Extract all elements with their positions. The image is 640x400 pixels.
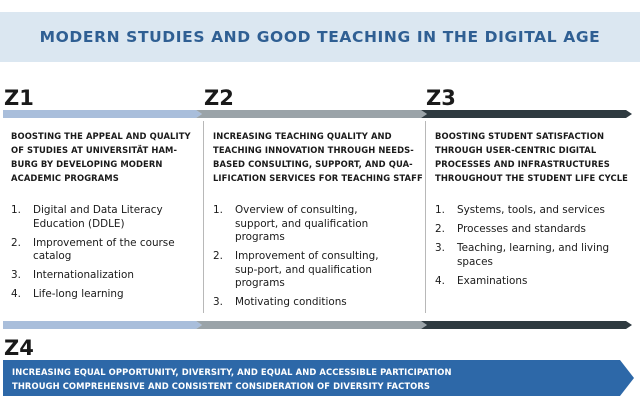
list-item: 3. Motivating conditions	[213, 296, 347, 308]
list-item: 4. Examinations	[435, 274, 528, 287]
arrow-segment-z1-top	[3, 110, 202, 118]
column-z3-heading: BOOSTING STUDENT SATISFACTION THROUGH USER-CENTRIC DIGITAL PROCESSES AND INFRASTRUCTURES THROUGHOUT THE STUDENT LIFE CYCLE	[435, 131, 628, 183]
page-title: MODERN STUDIES AND GOOD TEACHING IN THE DIGITAL AGE	[39, 28, 601, 46]
column-z1	[0, 121, 204, 313]
list-item: 1. Systems, tools, and services	[435, 204, 605, 216]
column-z1-list	[11, 204, 203, 302]
column-z3	[426, 121, 640, 313]
arrow-segment-z3-bottom	[421, 321, 632, 329]
zone-label-z1: Z1	[4, 86, 34, 110]
list-item: 3. Internationalization	[11, 269, 134, 281]
arrow-segment-z3-top	[421, 110, 632, 118]
column-z2-heading: INCREASING TEACHING QUALITY AND TEACHING INNOVATION THROUGH NEEDS- BASED CONSULTING, SUPPORT, AND QUA- LIFICATION SERVICES FOR TEACHING STAFF	[213, 131, 423, 183]
list-item: 2. Processes and standards	[435, 223, 586, 235]
z4-description: INCREASING EQUAL OPPORTUNITY, DIVERSITY, AND EQUAL AND ACCESSIBLE PARTICIPATION THROUGH COMPREHENSIVE AND CONSISTENT CONSIDERATION OF DIVERSITY FACTORS	[12, 367, 452, 391]
column-z2	[204, 121, 426, 313]
zone-label-z2: Z2	[204, 86, 234, 110]
list-item: 2. Improvement of consulting, sup-port, and qualification programs	[213, 250, 379, 289]
column-z2-list	[213, 204, 425, 310]
list-item: 3. Teaching, learning, and living spaces	[435, 242, 610, 268]
zone-label-z3: Z3	[426, 86, 456, 110]
list-item: 2. Improvement of the course catalog	[11, 236, 175, 262]
column-z1-heading: BOOSTING THE APPEAL AND QUALITY OF STUDIES AT UNIVERSITÄT HAM- BURG BY DEVELOPING MODERN ACADEMIC PROGRAMS	[11, 131, 191, 183]
arrow-segment-z1-bottom	[3, 321, 202, 329]
arrow-segment-z2-top	[196, 110, 427, 118]
list-item: 1. Digital and Data Literacy Education (DDLE)	[11, 204, 163, 230]
list-item: 4. Life-long learning	[11, 288, 124, 300]
list-item: 1. Overview of consulting, support, and qualification programs	[213, 204, 369, 243]
zone-label-z4: Z4	[4, 336, 34, 360]
arrow-segment-z2-bottom	[196, 321, 427, 329]
column-z3-list	[435, 204, 640, 288]
